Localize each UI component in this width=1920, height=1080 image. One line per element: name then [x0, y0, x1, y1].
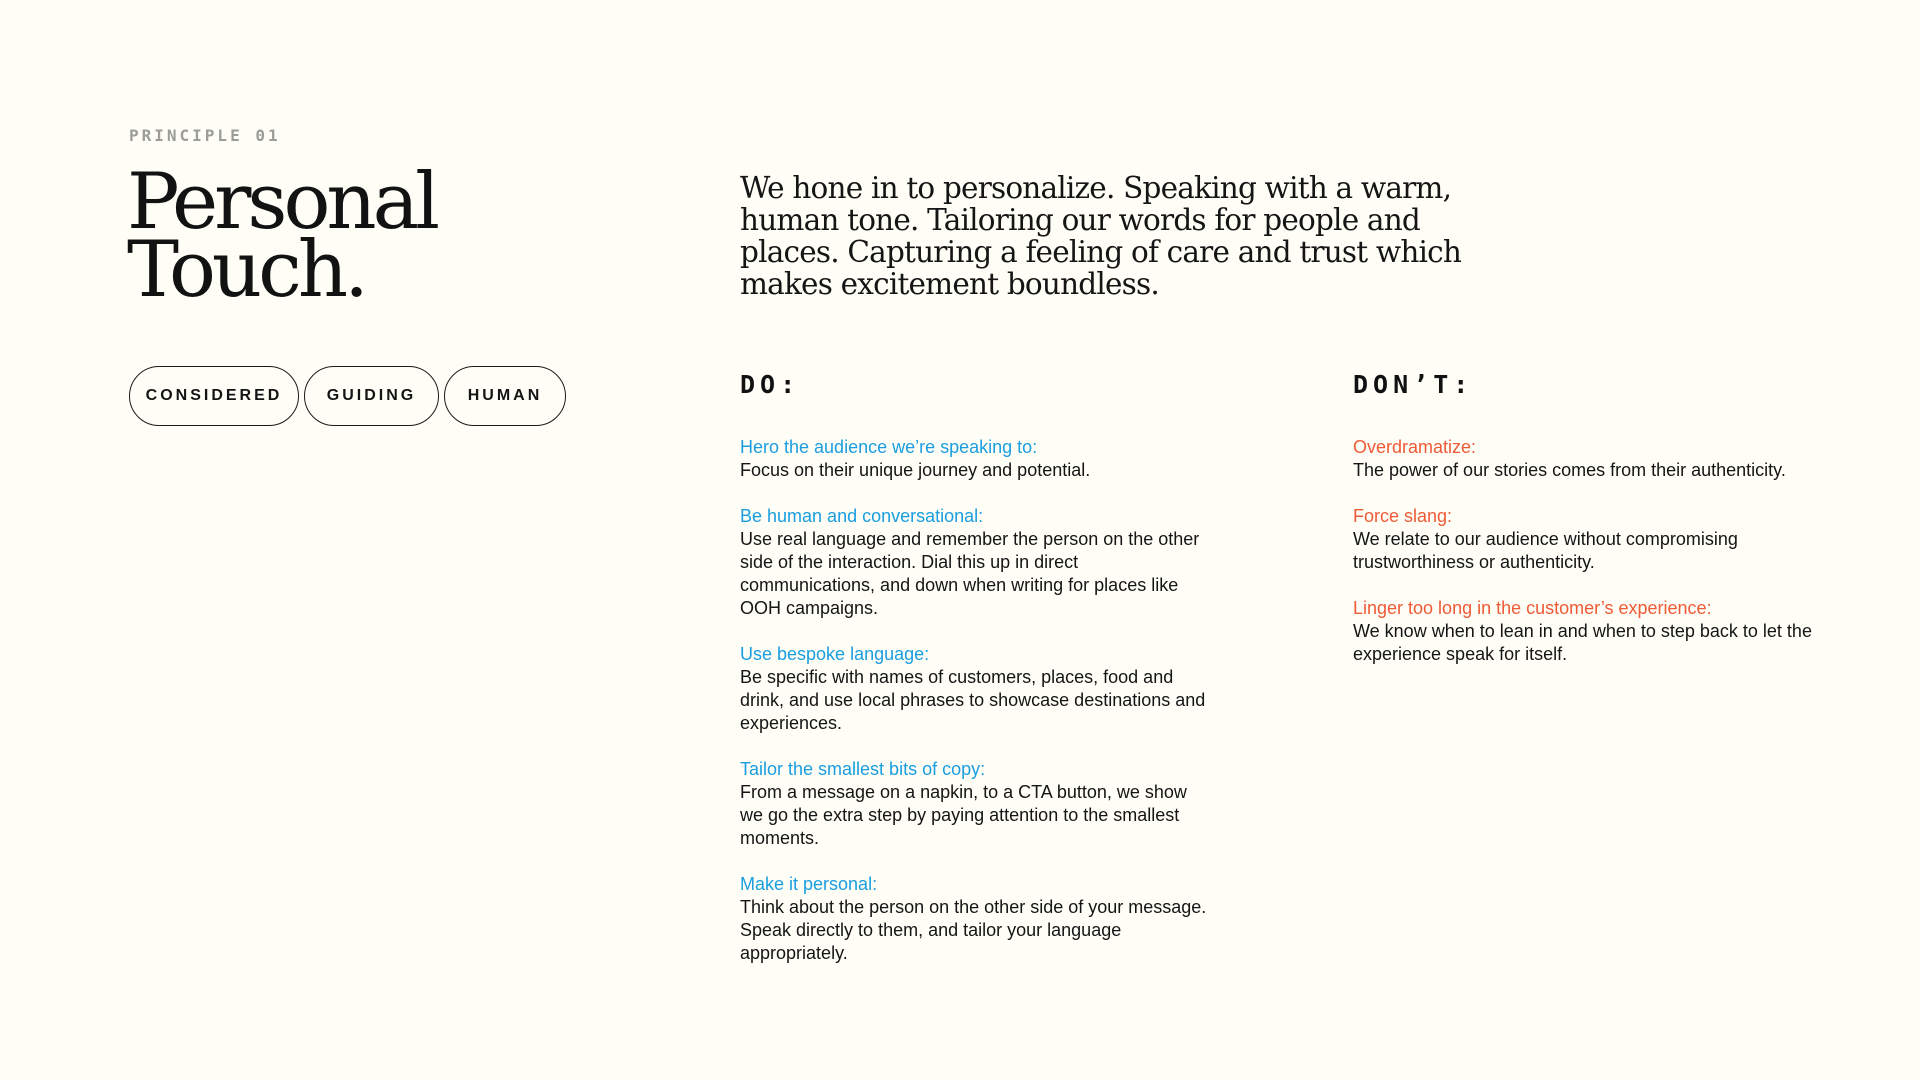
dont-item [1353, 597, 1823, 666]
do-item-label: Make it personal: [740, 874, 878, 894]
do-item-text: Be specific with names of customers, places, food and drink, and use local phrases to showcase destinations and experiences. [740, 667, 1206, 733]
do-item-label: Tailor the smallest bits of copy: [740, 759, 986, 779]
do-item [740, 643, 1210, 735]
do-heading: DO: [740, 370, 801, 399]
do-item [740, 436, 1210, 482]
do-item-label: Use bespoke language: [740, 644, 930, 664]
do-item-label: Be human and conversational: [740, 506, 984, 526]
dont-item-label: Overdramatize: [1353, 437, 1477, 457]
do-item-text: Use real language and remember the person on the other side of the interaction. Dial this up in direct communications, and down when writing for places like OOH campaigns. [740, 529, 1200, 618]
title-line-1: Personal [127, 157, 437, 247]
title-line-2: Touch. [127, 225, 365, 315]
dont-item-text: We know when to lean in and when to step back to let the experience speak for itself. [1353, 621, 1812, 664]
do-item-text: Focus on their unique journey and potential. [740, 460, 1091, 480]
dont-item [1353, 436, 1823, 482]
do-item-text: From a message on a napkin, to a CTA button, we show we go the extra step by paying attention to the smallest moments. [740, 782, 1187, 848]
dont-item-label: Force slang: [1353, 506, 1453, 526]
do-item-text: Think about the person on the other side of your message. Speak directly to them, and tailor your language appropriately. [740, 897, 1207, 963]
principle-eyebrow: PRINCIPLE 01 [129, 126, 281, 145]
do-item [740, 505, 1210, 620]
dont-column [1353, 368, 1823, 689]
dont-item [1353, 505, 1823, 574]
do-item [740, 758, 1210, 850]
do-item-label: Hero the audience we’re speaking to: [740, 437, 1038, 457]
do-item [740, 873, 1210, 965]
tag-human[interactable]: HUMAN [444, 366, 566, 426]
do-column [740, 368, 1210, 988]
tag-considered[interactable]: CONSIDERED [129, 366, 299, 426]
tag-list [129, 366, 566, 426]
intro-statement: We hone in to personalize. Speaking with a warm, human tone. Tailoring our words for people and places. Capturing a feeling of care and trust which makes excitement boundless. [740, 171, 1462, 301]
dont-heading: DON’T: [1353, 370, 1474, 399]
dont-item-text: We relate to our audience without compromising trustworthiness or authenticity. [1353, 529, 1738, 572]
page-title [127, 157, 437, 315]
tag-guiding[interactable]: GUIDING [304, 366, 439, 426]
dont-item-text: The power of our stories comes from their authenticity. [1353, 460, 1786, 480]
dont-item-label: Linger too long in the customer’s experience: [1353, 598, 1712, 618]
